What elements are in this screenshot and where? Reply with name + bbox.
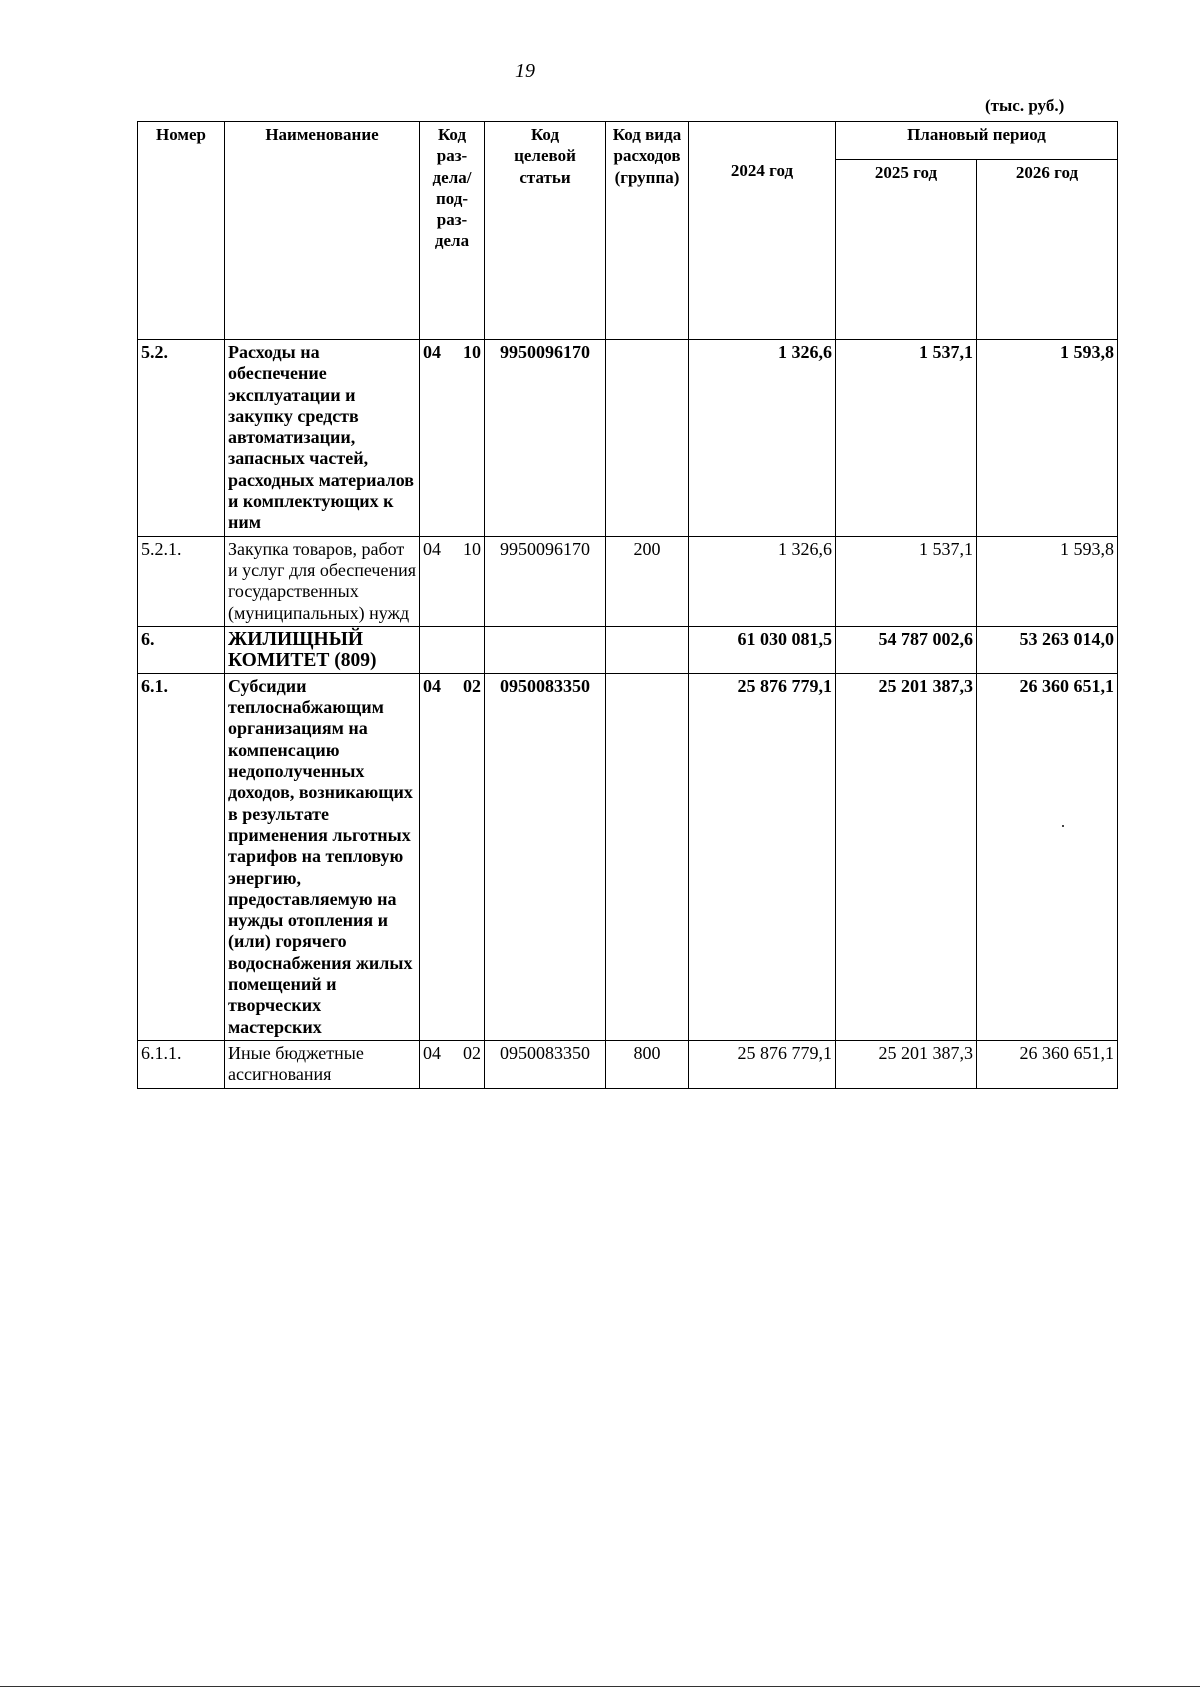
row-section-code xyxy=(420,1040,485,1088)
header-target-code: Код целевой статьи xyxy=(485,122,606,340)
row-section-code xyxy=(420,340,485,537)
row-expense-kind: 200 xyxy=(606,536,689,626)
units-label: (тыс. руб.) xyxy=(985,96,1065,115)
row-number: 5.2. xyxy=(138,340,225,537)
header-year-2026: 2026 год xyxy=(977,160,1118,340)
header-year-2024: 2024 год xyxy=(689,122,836,340)
section-code: 04 xyxy=(423,342,441,362)
subsection-code: 10 xyxy=(463,538,481,559)
row-section-code xyxy=(420,626,485,673)
budget-table xyxy=(137,121,1118,1089)
table-row xyxy=(138,626,1118,673)
row-amount-2024: 1 326,6 xyxy=(689,340,836,537)
row-amount-2025: 1 537,1 xyxy=(836,340,977,537)
row-amount-2024: 25 876 779,1 xyxy=(689,1040,836,1088)
header-expense-kind: Код вида расходов (группа) xyxy=(606,122,689,340)
row-name: Иные бюджетные ассигнования xyxy=(225,1040,420,1088)
row-section-code xyxy=(420,536,485,626)
row-target-code: 0950083350 xyxy=(485,1040,606,1088)
row-name: Закупка товаров, работ и услуг для обеспечения государственных (муниципальных) нужд xyxy=(225,536,420,626)
row-name: Расходы на обеспечение эксплуатации и закупку средств автоматизации, запасных частей, расходных материалов и комплектующих к ним xyxy=(225,340,420,537)
row-section-code xyxy=(420,673,485,1040)
section-code: 04 xyxy=(423,538,441,559)
header-planned-period: Плановый период xyxy=(836,122,1118,160)
row-amount-2025: 1 537,1 xyxy=(836,536,977,626)
header-section-code: Код раз- дела/ под- раз- дела xyxy=(420,122,485,340)
table-row xyxy=(138,1040,1118,1088)
row-number: 6.1.1. xyxy=(138,1040,225,1088)
page-number: 19 xyxy=(515,60,535,82)
scan-edge-line xyxy=(0,1686,1200,1687)
row-number: 5.2.1. xyxy=(138,536,225,626)
row-expense-kind xyxy=(606,673,689,1040)
table-row xyxy=(138,340,1118,537)
scan-speck xyxy=(1062,825,1064,827)
row-number: 6. xyxy=(138,626,225,673)
row-amount-2026: 26 360 651,1 xyxy=(977,1040,1118,1088)
row-name: Субсидии теплоснабжающим организациям на компенсацию недополученных доходов, возникающих в результате применения льготных тарифов на тепловую энергию, предоставляемую на нужды отопления и (или) горячего водоснабжения жилых помещений и творческих мастерских xyxy=(225,673,420,1040)
row-amount-2025: 25 201 387,3 xyxy=(836,1040,977,1088)
row-expense-kind: 800 xyxy=(606,1040,689,1088)
row-amount-2025: 25 201 387,3 xyxy=(836,673,977,1040)
header-name: Наименование xyxy=(225,122,420,340)
table-row xyxy=(138,536,1118,626)
row-amount-2024: 25 876 779,1 xyxy=(689,673,836,1040)
section-code: 04 xyxy=(423,1042,441,1063)
row-target-code: 9950096170 xyxy=(485,536,606,626)
table-row xyxy=(138,673,1118,1040)
row-amount-2026: 26 360 651,1 xyxy=(977,673,1118,1040)
subsection-code: 10 xyxy=(463,342,481,362)
row-expense-kind xyxy=(606,340,689,537)
section-code: 04 xyxy=(423,675,441,696)
row-amount-2026: 53 263 014,0 xyxy=(977,626,1118,673)
row-amount-2024: 1 326,6 xyxy=(689,536,836,626)
row-expense-kind xyxy=(606,626,689,673)
row-amount-2026: 1 593,8 xyxy=(977,536,1118,626)
row-number: 6.1. xyxy=(138,673,225,1040)
row-amount-2025: 54 787 002,6 xyxy=(836,626,977,673)
subsection-code: 02 xyxy=(463,675,481,696)
header-year-2025: 2025 год xyxy=(836,160,977,340)
subsection-code: 02 xyxy=(463,1042,481,1063)
row-target-code: 0950083350 xyxy=(485,673,606,1040)
row-target-code xyxy=(485,626,606,673)
row-target-code: 9950096170 xyxy=(485,340,606,537)
row-name: ЖИЛИЩНЫЙ КОМИТЕТ (809) xyxy=(225,626,420,673)
row-amount-2026: 1 593,8 xyxy=(977,340,1118,537)
row-amount-2024: 61 030 081,5 xyxy=(689,626,836,673)
header-number: Номер xyxy=(138,122,225,340)
